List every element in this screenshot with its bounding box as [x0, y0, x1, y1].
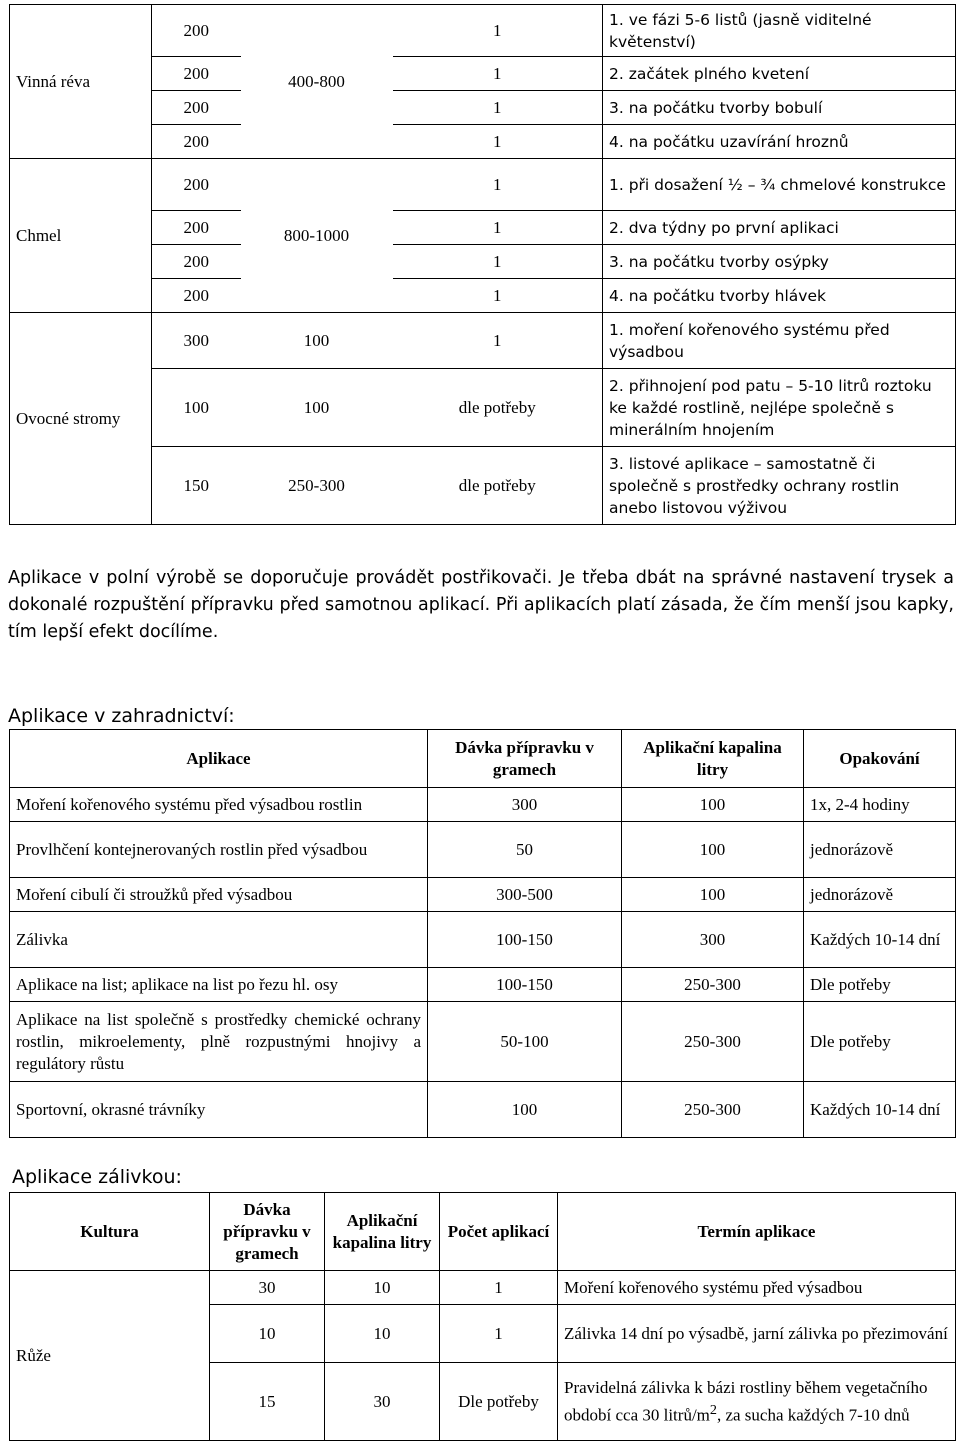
term-cell: 4. na počátku tvorby hlávek — [603, 279, 956, 313]
table-cell: 300-500 — [428, 878, 622, 912]
range-cell: 400-800 — [241, 5, 393, 159]
header-repeat: Opakování — [804, 730, 956, 788]
culture-cell: Chmel — [10, 159, 152, 313]
dose-cell: 100 — [152, 369, 241, 447]
count-cell: dle potřeby — [393, 447, 603, 525]
garden-table — [9, 729, 956, 1138]
table-cell: Aplikace na list; aplikace na list po řezu hl. osy — [10, 968, 428, 1002]
dose-cell: 15 — [210, 1363, 325, 1441]
table-cell: Každých 10-14 dní — [804, 912, 956, 968]
table-cell: Provlhčení kontejnerovaných rostlin před výsadbou — [10, 822, 428, 878]
table-cell: 250-300 — [622, 968, 804, 1002]
term-text-end: , za sucha každých 7-10 dnů — [716, 1405, 910, 1425]
count-cell: 1 — [393, 57, 603, 91]
table-cell: 100-150 — [428, 912, 622, 968]
dosage-table — [9, 4, 956, 525]
count-cell: 1 — [393, 279, 603, 313]
table-cell: Dle potřeby — [804, 968, 956, 1002]
watering-heading: Aplikace zálivkou: — [12, 1166, 182, 1188]
header-count: Počet aplikací — [440, 1193, 558, 1271]
count-cell: Dle potřeby — [440, 1363, 558, 1441]
header-liquid: Aplikační kapalina litry — [325, 1193, 440, 1271]
count-cell: 1 — [440, 1271, 558, 1305]
term-superscript: 2 — [709, 1401, 717, 1418]
table-cell: 250-300 — [622, 1082, 804, 1138]
dose-cell: 200 — [152, 5, 241, 57]
liquid-cell: 10 — [325, 1271, 440, 1305]
table-cell: 50 — [428, 822, 622, 878]
table-cell: 250-300 — [622, 1002, 804, 1082]
liquid-cell: 100 — [241, 369, 393, 447]
header-dose: Dávka přípravku v gramech — [428, 730, 622, 788]
header-dose: Dávka přípravku v gramech — [210, 1193, 325, 1271]
count-cell: 1 — [393, 5, 603, 57]
body-paragraph: Aplikace v polní výrobě se doporučuje provádět postřikovači. Je třeba dbát na správné nastavení trysek a dokonalé rozpuštění přípravku před samotnou aplikací. Při aplikacích platí zásada, že čím menší jsou kapky, tím lepší efekt docílíme. — [8, 568, 954, 642]
header-term: Termín aplikace — [558, 1193, 956, 1271]
count-cell: 1 — [393, 245, 603, 279]
count-cell: 1 — [393, 313, 603, 369]
count-cell: dle potřeby — [393, 369, 603, 447]
header-liquid: Aplikační kapalina litry — [622, 730, 804, 788]
term-cell: 2. přihnojení pod patu – 5-10 litrů roztoku ke každé rostlině, nejlépe společně s minerálním hnojením — [603, 369, 956, 447]
dose-cell: 200 — [152, 211, 241, 245]
liquid-cell: 30 — [325, 1363, 440, 1441]
culture-cell: Vinná réva — [10, 5, 152, 159]
liquid-cell: 250-300 — [241, 447, 393, 525]
table-cell: jednorázově — [804, 878, 956, 912]
term-cell: 4. na počátku uzavírání hroznů — [603, 125, 956, 159]
term-cell: 1. ve fázi 5-6 listů (jasně viditelné květenství) — [603, 5, 956, 57]
dose-cell: 200 — [152, 125, 241, 159]
watering-table — [9, 1192, 956, 1441]
term-cell: 1. moření kořenového systému před výsadbou — [603, 313, 956, 369]
table-cell: Sportovní, okrasné trávníky — [10, 1082, 428, 1138]
term-cell: Moření kořenového systému před výsadbou — [558, 1271, 956, 1305]
term-cell: Zálivka 14 dní po výsadbě, jarní zálivka po přezimování — [558, 1305, 956, 1363]
count-cell: 1 — [393, 159, 603, 211]
term-cell: 2. dva týdny po první aplikaci — [603, 211, 956, 245]
term-text: Pravidelná zálivka k bázi rostliny během vegetačního období cca 30 litrů/m — [564, 1377, 928, 1425]
dose-cell: 300 — [152, 313, 241, 369]
table-cell: 100 — [622, 788, 804, 822]
dose-cell: 10 — [210, 1305, 325, 1363]
term-cell — [558, 1363, 956, 1441]
table-cell: Moření cibulí či stroužků před výsadbou — [10, 878, 428, 912]
table-cell: 1x, 2-4 hodiny — [804, 788, 956, 822]
count-cell: 1 — [440, 1305, 558, 1363]
table-cell: Dle potřeby — [804, 1002, 956, 1082]
culture-cell: Ovocné stromy — [10, 313, 152, 525]
dose-cell: 30 — [210, 1271, 325, 1305]
table-cell: 50-100 — [428, 1002, 622, 1082]
term-cell: 2. začátek plného kvetení — [603, 57, 956, 91]
table-cell: 100-150 — [428, 968, 622, 1002]
table-cell: Každých 10-14 dní — [804, 1082, 956, 1138]
dose-cell: 200 — [152, 245, 241, 279]
term-cell: 3. na počátku tvorby osýpky — [603, 245, 956, 279]
dose-cell: 150 — [152, 447, 241, 525]
table-cell: jednorázově — [804, 822, 956, 878]
term-cell: 3. na počátku tvorby bobulí — [603, 91, 956, 125]
table-cell: 300 — [428, 788, 622, 822]
dose-cell: 200 — [152, 91, 241, 125]
dose-cell: 200 — [152, 159, 241, 211]
term-cell: 3. listové aplikace – samostatně či společně s prostředky ochrany rostlin anebo listovou výživou — [603, 447, 956, 525]
culture-cell: Růže — [10, 1271, 210, 1441]
liquid-cell: 10 — [325, 1305, 440, 1363]
table-cell: 100 — [622, 822, 804, 878]
table-cell: Aplikace na list společně s prostředky chemické ochrany rostlin, mikroelementy, plně rozpustnými hnojivy a regulátory růstu — [10, 1002, 428, 1082]
table-cell: 100 — [622, 878, 804, 912]
liquid-cell: 100 — [241, 313, 393, 369]
count-cell: 1 — [393, 211, 603, 245]
table-cell: 100 — [428, 1082, 622, 1138]
header-culture: Kultura — [10, 1193, 210, 1271]
table-cell: Zálivka — [10, 912, 428, 968]
range-cell: 800-1000 — [241, 159, 393, 313]
term-cell: 1. při dosažení ½ – ¾ chmelové konstrukce — [603, 159, 956, 211]
count-cell: 1 — [393, 125, 603, 159]
dose-cell: 200 — [152, 279, 241, 313]
table-cell: 300 — [622, 912, 804, 968]
garden-heading: Aplikace v zahradnictví: — [8, 705, 235, 727]
dose-cell: 200 — [152, 57, 241, 91]
header-aplikace: Aplikace — [10, 730, 428, 788]
table-cell: Moření kořenového systému před výsadbou rostlin — [10, 788, 428, 822]
count-cell: 1 — [393, 91, 603, 125]
